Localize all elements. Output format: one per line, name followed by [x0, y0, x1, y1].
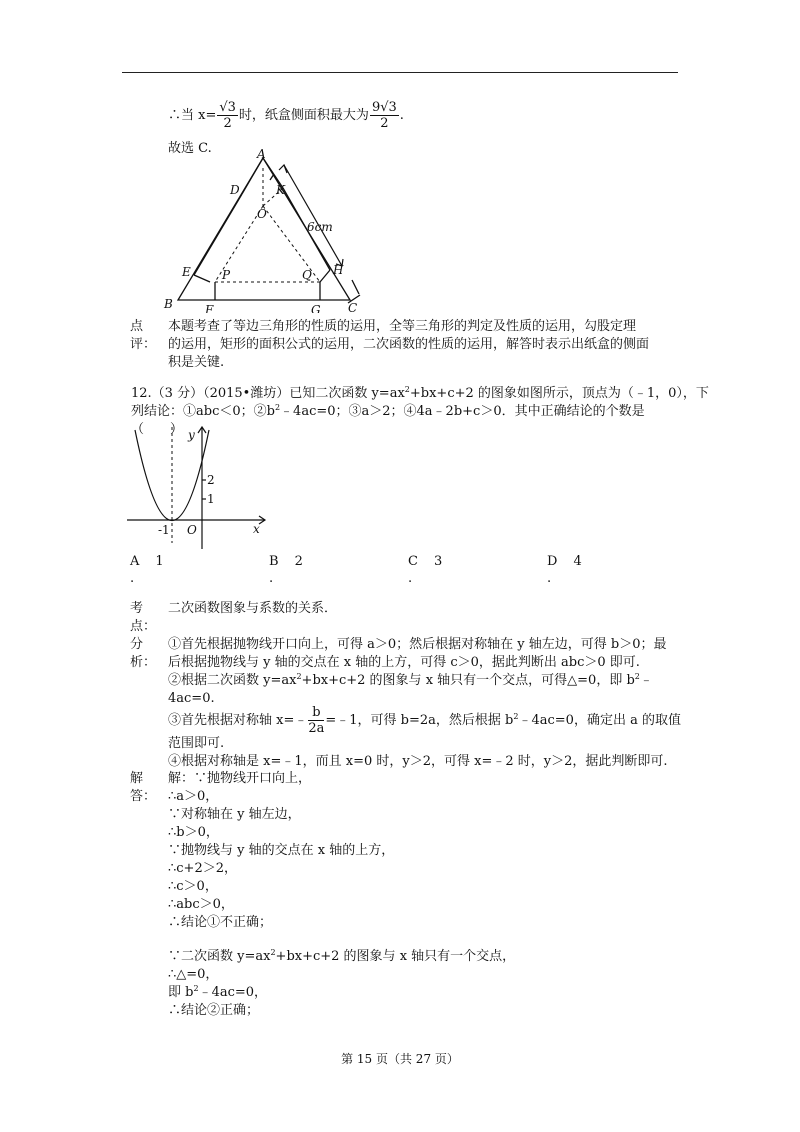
option-dot: .	[130, 571, 135, 586]
jieda-p2-line-2: ∴△=0，	[168, 967, 219, 982]
fraction-denominator: 2a	[308, 721, 325, 736]
kaodian-label-2: 点：	[130, 619, 157, 634]
superscript: 2	[513, 712, 519, 721]
q12-answer-blank: （ ）	[131, 422, 184, 437]
label-C: C	[348, 301, 358, 313]
jieda-line-4: ∴b＞0，	[168, 825, 219, 840]
review-line-3: 积是关键.	[168, 355, 225, 370]
label-G: G	[311, 303, 321, 313]
q12-text: ﹣4ac=0；③a＞2；④4a﹣2b+c＞0．其中正确结论的个数是	[280, 404, 645, 419]
tick-label-neg1: -1	[158, 523, 170, 537]
tick-label-1: 1	[207, 492, 215, 506]
fenxi-text: =﹣1，可得 b=2a，然后根据 b	[325, 713, 514, 728]
label-D: D	[230, 183, 240, 197]
cut-E-P	[194, 275, 210, 282]
fraction-9sqrt3-over-2	[370, 100, 399, 131]
option-b[interactable]	[269, 553, 303, 571]
fraction-numerator: √3	[219, 100, 236, 115]
conclusion-text-c: .	[399, 108, 404, 123]
jieda-text: ∵二次函数 y=ax	[168, 949, 271, 964]
label-F: F	[205, 303, 214, 313]
label-H: H	[333, 263, 344, 277]
origin-label: O	[187, 523, 197, 537]
jieda-line-7: ∴c＞0，	[168, 879, 218, 894]
fenxi-text: +bx+c+2 的图象与 x 轴只有一个交点，可得△=0，即 b	[301, 673, 635, 688]
superscript: 2	[404, 385, 410, 394]
option-letter: D	[547, 554, 558, 569]
superscript: 2	[193, 984, 199, 993]
mark-K	[270, 174, 274, 180]
fenxi-line-4: 4ac=0.	[168, 691, 215, 706]
option-value: 2	[294, 554, 303, 569]
fenxi-text: ﹣4ac=0，确定出 a 的取值	[518, 713, 681, 728]
superscript: 2	[634, 672, 640, 681]
jieda-text: 即 b	[168, 985, 194, 1000]
triangle-figure	[160, 148, 380, 313]
jieda-label-2: 答：	[130, 789, 157, 804]
q12-line-2	[131, 403, 645, 421]
review-line-2: 的运用，矩形的面积公式的运用，二次函数的性质的运用，解答时表示出纸盒的侧面	[168, 337, 650, 352]
option-dot: .	[408, 571, 413, 586]
option-value: 3	[433, 554, 443, 569]
option-a[interactable]	[130, 553, 164, 571]
review-label-1: 点	[130, 319, 144, 334]
fenxi-text: ﹣	[639, 673, 653, 688]
fenxi-line-6: 范围即可.	[168, 736, 225, 751]
option-d[interactable]	[547, 553, 582, 571]
label-K: K	[276, 183, 285, 197]
option-value: 1	[155, 554, 164, 569]
kaodian-label-1: 考	[130, 601, 144, 616]
label-E: E	[182, 265, 191, 279]
label-O: O	[257, 207, 267, 221]
option-c[interactable]	[408, 553, 442, 571]
jieda-line-2: ∴a＞0，	[168, 789, 219, 804]
q12-text: 12.（3 分）（2015•潍坊）已知二次函数 y=ax	[131, 386, 405, 401]
jieda-p2-line-3	[168, 984, 267, 1002]
superscript: 2	[270, 948, 276, 957]
fraction-sqrt3-over-2	[217, 100, 238, 131]
label-6cm: 6cm	[307, 220, 333, 234]
jieda-text: ﹣4ac=0，	[198, 985, 268, 1000]
q12-line-1	[131, 385, 709, 403]
jieda-line-6: ∴c+2＞2，	[168, 861, 237, 876]
answer-line: 故选 C.	[168, 141, 212, 156]
fenxi-line-5	[168, 704, 681, 738]
jieda-line-1: 解：∵抛物线开口向上，	[168, 771, 312, 786]
inner-left-edge	[194, 194, 242, 275]
jieda-line-5: ∵抛物线与 y 轴的交点在 x 轴的上方，	[168, 843, 395, 858]
jieda-text: +bx+c+2 的图象与 x 轴只有一个交点，	[275, 949, 516, 964]
fenxi-line-3	[168, 672, 653, 690]
label-P: P	[222, 268, 231, 282]
fraction-numerator: b	[308, 705, 324, 721]
option-dot: .	[547, 571, 552, 586]
q12-text: +bx+c+2 的图象如图所示，顶点为（﹣1，0），下	[409, 386, 709, 401]
fenxi-line-7: ④根据对称轴是 x=﹣1，而且 x=0 时，y＞2，可得 x=﹣2 时，y＞2，据此判断即可.	[168, 754, 668, 769]
fenxi-label-1: 分	[130, 637, 144, 652]
review-line-1: 本题考查了等边三角形的性质的运用，全等三角形的判定及性质的运用，勾股定理	[168, 319, 637, 334]
option-dot: .	[269, 571, 274, 586]
superscript: 2	[274, 403, 281, 412]
x-axis-label: x	[253, 522, 260, 536]
label-Q: Q	[302, 268, 312, 282]
jieda-p2-line-4: ∴结论②正确；	[168, 1003, 260, 1018]
fenxi-text: ③首先根据对称轴 x=﹣	[168, 713, 308, 728]
review-label-2: 评：	[130, 337, 157, 352]
tick-label-2: 2	[207, 473, 215, 487]
label-B: B	[164, 297, 173, 311]
parabola-graph	[125, 425, 275, 555]
dimension-line	[284, 165, 342, 266]
fenxi-line-2: 后根据抛物线与 y 轴的交点在 x 轴的上方，可得 c＞0，据此判断出 abc＞0 即可.	[168, 655, 640, 670]
y-axis-label: y	[188, 428, 195, 442]
fraction-b-over-2a	[308, 705, 324, 736]
fenxi-line-1: ①首先根据抛物线开口向上，可得 a＞0；然后根据对称轴在 y 轴左边，可得 b＞0；最	[168, 637, 667, 652]
fraction-numerator: 9√3	[371, 100, 397, 115]
fenxi-label-2: 析：	[130, 655, 157, 670]
jieda-p2-line-1	[168, 948, 515, 966]
conclusion-text-a: ∴当 x=	[168, 108, 217, 123]
option-letter: C	[408, 554, 418, 569]
option-letter: B	[269, 554, 279, 569]
conclusion-line	[168, 100, 404, 131]
label-A: A	[257, 148, 266, 161]
superscript: 2	[296, 672, 302, 681]
cut-H-Q	[320, 270, 330, 282]
fenxi-text: ②根据二次函数 y=ax	[168, 673, 297, 688]
kaodian-text: 二次函数图象与系数的关系．	[168, 601, 338, 616]
conclusion-text-b: 时，纸盒侧面积最大为	[238, 108, 369, 123]
jieda-label-1: 解	[130, 771, 144, 786]
q12-text: 列结论：①abc＜0；②b	[131, 404, 275, 419]
jieda-line-9: ∴结论①不正确；	[168, 915, 273, 930]
page-footer: 第 15 页（共 27 页）	[341, 1052, 459, 1066]
fraction-denominator: 2	[380, 116, 389, 131]
arrow-top	[279, 165, 287, 173]
header-rule	[122, 72, 678, 73]
option-letter: A	[130, 554, 140, 569]
mark-H	[352, 280, 359, 294]
fraction-denominator: 2	[223, 116, 232, 131]
jieda-line-3: ∵对称轴在 y 轴左边，	[168, 807, 301, 822]
option-value: 4	[573, 554, 582, 569]
jieda-line-8: ∴abc＞0，	[168, 897, 234, 912]
